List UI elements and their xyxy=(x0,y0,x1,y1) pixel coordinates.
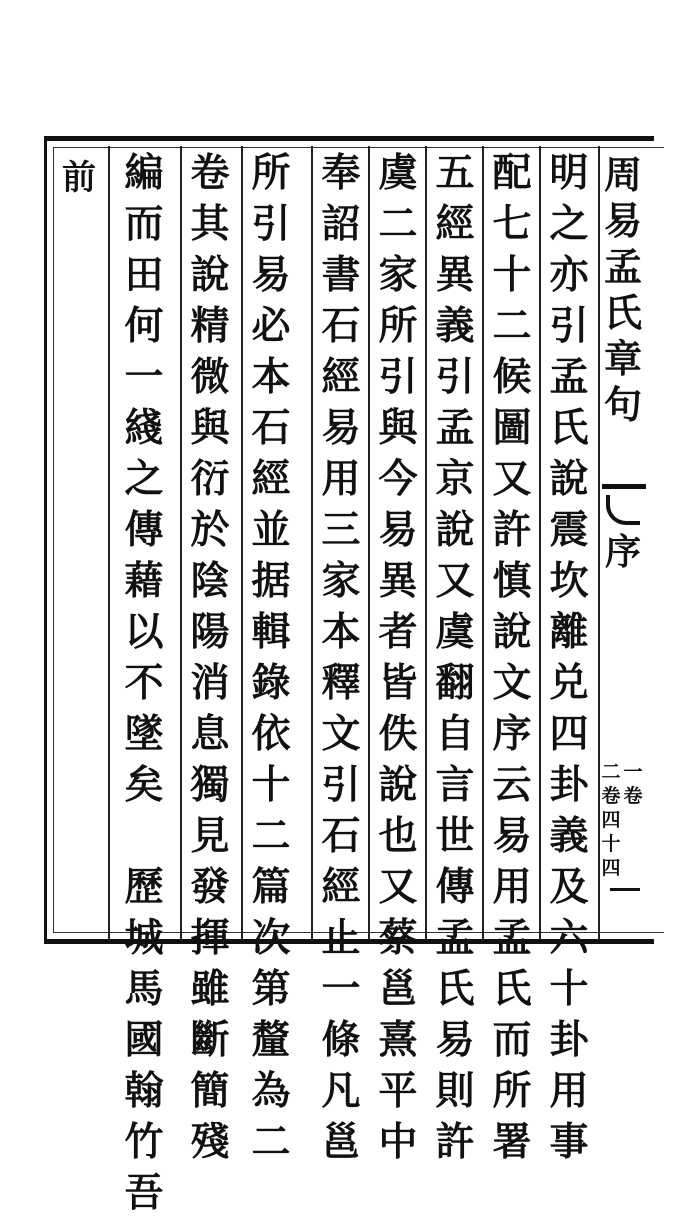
text-glyph: 震 xyxy=(549,507,589,553)
text-glyph: 孟 xyxy=(435,405,475,451)
page-info-right-glyph: 卷 xyxy=(623,785,643,807)
text-glyph: 五 xyxy=(435,150,475,196)
text-glyph: 許 xyxy=(435,1119,475,1165)
text-glyph: 明 xyxy=(549,150,589,196)
text-glyph: 條 xyxy=(321,1017,361,1063)
text-glyph: 精 xyxy=(190,303,230,349)
text-glyph: 孟 xyxy=(435,915,475,961)
text-glyph: 翻 xyxy=(435,660,475,706)
edge-glyph: 前 xyxy=(62,158,96,198)
text-column-4 xyxy=(370,148,426,1165)
text-glyph: 易 xyxy=(321,405,361,451)
text-glyph: 易 xyxy=(251,252,291,298)
text-glyph: 義 xyxy=(435,303,475,349)
text-glyph: 經 xyxy=(321,864,361,910)
text-glyph: 又 xyxy=(435,558,475,604)
text-glyph: 之 xyxy=(124,456,164,502)
text-glyph: 兑 xyxy=(549,660,589,706)
text-glyph: 錄 xyxy=(251,660,291,706)
section-mark: 序 xyxy=(604,531,641,573)
text-column-8 xyxy=(116,148,172,1216)
page-info-left-glyph: 四 xyxy=(601,857,621,879)
text-glyph: 十 xyxy=(549,966,589,1012)
text-glyph: 文 xyxy=(492,660,532,706)
text-glyph: 竹 xyxy=(124,1119,164,1165)
text-glyph: 孟 xyxy=(492,915,532,961)
page-info-left xyxy=(600,760,622,880)
text-glyph: 所 xyxy=(492,1068,532,1114)
text-glyph: 第 xyxy=(251,966,291,1012)
text-glyph: 本 xyxy=(251,354,291,400)
text-glyph: 離 xyxy=(549,609,589,655)
text-glyph: 四 xyxy=(549,711,589,757)
text-glyph: 消 xyxy=(190,660,230,706)
page-info-right-glyph: 一 xyxy=(623,761,643,783)
text-glyph: 書 xyxy=(321,252,361,298)
text-glyph: 本 xyxy=(321,609,361,655)
text-glyph: 釐 xyxy=(251,1017,291,1063)
text-glyph: 依 xyxy=(251,711,291,757)
text-glyph: 與 xyxy=(378,405,418,451)
text-glyph: 田 xyxy=(124,252,164,298)
text-glyph: 皆 xyxy=(378,660,418,706)
text-glyph: 陰 xyxy=(190,558,230,604)
text-glyph: 輯 xyxy=(251,609,291,655)
text-glyph: 一 xyxy=(321,966,361,1012)
text-glyph: 經 xyxy=(251,456,291,502)
text-glyph: 京 xyxy=(435,456,475,502)
text-glyph: 傳 xyxy=(124,507,164,553)
page-info-left-glyph: 四 xyxy=(601,809,621,831)
text-glyph: 也 xyxy=(378,813,418,859)
text-glyph: 石 xyxy=(251,405,291,451)
column-divider xyxy=(241,146,243,940)
text-glyph: 二 xyxy=(251,1119,291,1165)
text-glyph: 所 xyxy=(378,303,418,349)
text-glyph: 雖 xyxy=(190,966,230,1012)
text-glyph: 氏 xyxy=(492,966,532,1012)
page-info-left-glyph: 十 xyxy=(601,833,621,855)
text-glyph: 卷 xyxy=(190,150,230,196)
text-glyph: 氏 xyxy=(435,966,475,1012)
text-glyph: 國 xyxy=(124,1017,164,1063)
text-glyph: 三 xyxy=(321,507,361,553)
text-glyph: 引 xyxy=(321,762,361,808)
fishtail-mark-icon xyxy=(602,484,646,524)
header-title-glyph: 句 xyxy=(603,382,642,427)
text-glyph: 中 xyxy=(378,1119,418,1165)
text-glyph: 簡 xyxy=(190,1068,230,1114)
text-glyph: 翰 xyxy=(124,1068,164,1114)
header-title-glyph: 易 xyxy=(603,198,642,243)
text-glyph: 配 xyxy=(492,150,532,196)
text-glyph: 所 xyxy=(251,150,291,196)
column-divider xyxy=(108,146,110,940)
text-glyph: 据 xyxy=(251,558,291,604)
text-glyph: 釋 xyxy=(321,660,361,706)
text-glyph: 邕 xyxy=(378,966,418,1012)
text-glyph: 卦 xyxy=(549,762,589,808)
text-glyph: 而 xyxy=(492,1017,532,1063)
text-glyph: 言 xyxy=(435,762,475,808)
text-glyph: 自 xyxy=(435,711,475,757)
text-glyph: 引 xyxy=(549,303,589,349)
text-glyph: 異 xyxy=(435,252,475,298)
text-glyph: 經 xyxy=(321,354,361,400)
text-glyph: 候 xyxy=(492,354,532,400)
text-glyph: 藉 xyxy=(124,558,164,604)
text-glyph: 平 xyxy=(378,1068,418,1114)
text-glyph: 坎 xyxy=(549,558,589,604)
text-glyph: 引 xyxy=(435,354,475,400)
text-glyph: 亦 xyxy=(549,252,589,298)
text-glyph: 易 xyxy=(492,813,532,859)
text-glyph: 傳 xyxy=(435,864,475,910)
text-glyph: 二 xyxy=(378,201,418,247)
text-glyph: 用 xyxy=(549,1068,589,1114)
text-glyph: 經 xyxy=(435,201,475,247)
text-glyph: 二 xyxy=(492,303,532,349)
text-glyph xyxy=(137,811,151,862)
text-glyph: 家 xyxy=(378,252,418,298)
text-glyph: 馬 xyxy=(124,966,164,1012)
text-glyph: 圖 xyxy=(492,405,532,451)
text-glyph: 詔 xyxy=(321,201,361,247)
text-glyph: 孟 xyxy=(549,354,589,400)
text-glyph: 見 xyxy=(190,813,230,859)
text-glyph: 者 xyxy=(378,609,418,655)
text-glyph: 吾 xyxy=(124,1170,164,1216)
text-glyph: 說 xyxy=(549,456,589,502)
header-page-info xyxy=(600,760,644,880)
text-glyph: 說 xyxy=(492,609,532,655)
text-glyph: 蔡 xyxy=(378,915,418,961)
header-title-glyph: 氏 xyxy=(603,290,642,335)
text-glyph: 矣 xyxy=(124,762,164,808)
text-glyph: 歷 xyxy=(124,864,164,910)
text-glyph: 息 xyxy=(190,711,230,757)
header-title xyxy=(600,152,646,428)
text-glyph: 卦 xyxy=(549,1017,589,1063)
text-glyph: 熹 xyxy=(378,1017,418,1063)
text-glyph: 殘 xyxy=(190,1119,230,1165)
text-glyph: 義 xyxy=(549,813,589,859)
text-glyph: 及 xyxy=(549,864,589,910)
text-glyph: 引 xyxy=(251,201,291,247)
text-glyph: 說 xyxy=(190,252,230,298)
text-glyph: 又 xyxy=(378,864,418,910)
text-glyph: 綫 xyxy=(124,405,164,451)
text-glyph: 衍 xyxy=(190,456,230,502)
text-glyph: 說 xyxy=(435,507,475,553)
header-title-glyph: 周 xyxy=(603,152,642,197)
text-glyph: 揮 xyxy=(190,915,230,961)
text-glyph: 凡 xyxy=(321,1068,361,1114)
text-glyph: 之 xyxy=(549,201,589,247)
text-glyph: 墜 xyxy=(124,711,164,757)
text-glyph: 何 xyxy=(124,303,164,349)
text-glyph: 並 xyxy=(251,507,291,553)
text-glyph: 引 xyxy=(378,354,418,400)
page-info-right xyxy=(622,760,644,880)
text-glyph: 斷 xyxy=(190,1017,230,1063)
column-divider xyxy=(598,146,600,940)
text-glyph: 虞 xyxy=(378,150,418,196)
text-glyph: 則 xyxy=(435,1068,475,1114)
text-glyph: 十 xyxy=(251,762,291,808)
text-glyph: 今 xyxy=(378,456,418,502)
text-glyph: 邕 xyxy=(321,1119,361,1165)
text-glyph: 許 xyxy=(492,507,532,553)
text-glyph: 獨 xyxy=(190,762,230,808)
text-glyph: 用 xyxy=(321,456,361,502)
text-glyph: 其 xyxy=(190,201,230,247)
header-title-glyph: 孟 xyxy=(603,244,642,289)
column-divider xyxy=(311,146,313,940)
text-glyph: 篇 xyxy=(251,864,291,910)
text-glyph: 必 xyxy=(251,303,291,349)
text-glyph: 為 xyxy=(251,1068,291,1114)
text-glyph: 易 xyxy=(378,507,418,553)
text-glyph: 十 xyxy=(492,252,532,298)
text-glyph: 易 xyxy=(435,1017,475,1063)
text-glyph: 六 xyxy=(549,915,589,961)
text-glyph: 文 xyxy=(321,711,361,757)
text-glyph: 慎 xyxy=(492,558,532,604)
text-column-3 xyxy=(427,148,483,1165)
text-glyph: 止 xyxy=(321,915,361,961)
text-glyph: 事 xyxy=(549,1119,589,1165)
text-glyph: 序 xyxy=(492,711,532,757)
page-info-left-glyph: 二 xyxy=(601,761,621,783)
text-glyph: 世 xyxy=(435,813,475,859)
text-glyph: 說 xyxy=(378,762,418,808)
text-glyph: 不 xyxy=(124,660,164,706)
text-glyph: 家 xyxy=(321,558,361,604)
column-divider xyxy=(180,146,182,940)
text-column-2 xyxy=(484,148,540,1165)
text-glyph: 以 xyxy=(124,609,164,655)
text-glyph: 氏 xyxy=(549,405,589,451)
text-glyph: 於 xyxy=(190,507,230,553)
text-glyph: 用 xyxy=(492,864,532,910)
text-glyph: 署 xyxy=(492,1119,532,1165)
text-glyph: 編 xyxy=(124,150,164,196)
page-info-left-glyph: 卷 xyxy=(601,785,621,807)
text-glyph: 次 xyxy=(251,915,291,961)
text-glyph: 陽 xyxy=(190,609,230,655)
text-glyph: 而 xyxy=(124,201,164,247)
text-glyph: 一 xyxy=(124,354,164,400)
text-glyph: 石 xyxy=(321,303,361,349)
text-glyph: 又 xyxy=(492,456,532,502)
text-glyph: 二 xyxy=(251,813,291,859)
text-glyph: 奉 xyxy=(321,150,361,196)
text-glyph: 佚 xyxy=(378,711,418,757)
header-title-glyph: 章 xyxy=(603,336,642,381)
text-glyph: 七 xyxy=(492,201,532,247)
text-column-6 xyxy=(243,148,299,1165)
header-tick xyxy=(610,888,640,891)
text-column-5 xyxy=(313,148,369,1165)
text-glyph: 發 xyxy=(190,864,230,910)
text-glyph: 城 xyxy=(124,915,164,961)
text-glyph: 虞 xyxy=(435,609,475,655)
text-glyph: 異 xyxy=(378,558,418,604)
text-column-1 xyxy=(541,148,597,1165)
text-glyph: 石 xyxy=(321,813,361,859)
text-glyph: 云 xyxy=(492,762,532,808)
text-glyph: 與 xyxy=(190,405,230,451)
text-column-7 xyxy=(182,148,238,1165)
text-glyph: 微 xyxy=(190,354,230,400)
